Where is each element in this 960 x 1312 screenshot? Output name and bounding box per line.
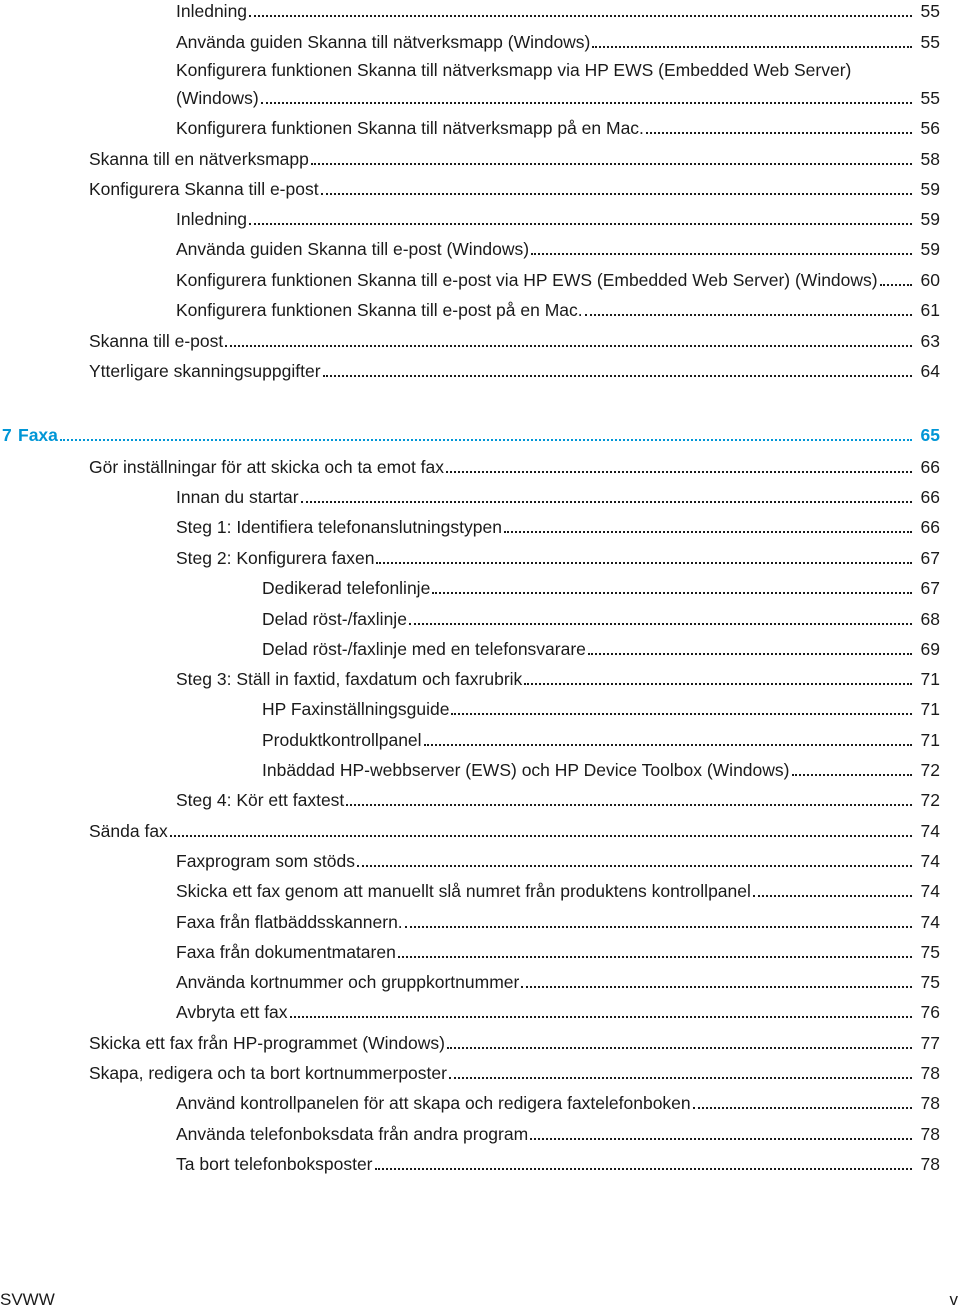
toc-entry[interactable] (176, 85, 940, 109)
toc-entry[interactable] (176, 1121, 940, 1145)
toc-entry-page: 78 (920, 1063, 940, 1083)
toc-entry[interactable] (176, 878, 940, 902)
toc-entry[interactable] (89, 176, 940, 200)
toc-leader (585, 314, 912, 316)
toc-leader (301, 501, 912, 503)
footer-doc-code: SVWW (0, 1290, 55, 1309)
toc-entry-title: Steg 3: Ställ in faxtid, faxdatum och faxrubrik (176, 669, 523, 689)
toc-entry-page: 65 (920, 425, 940, 445)
toc-entry[interactable] (89, 328, 940, 352)
toc-entry-page: 71 (920, 669, 940, 689)
toc-leader (524, 683, 912, 685)
toc-entry[interactable] (262, 757, 940, 781)
toc-entry-title: Skicka ett fax från HP-programmet (Windows) (89, 1033, 445, 1053)
toc-entry-page: 77 (920, 1033, 940, 1053)
toc-entry-page: 66 (920, 487, 940, 507)
toc-entry-title: Konfigurera funktionen Skanna till e-post på en Mac. (176, 300, 583, 320)
toc-entry-page: 55 (920, 88, 940, 108)
toc-leader (225, 345, 912, 347)
toc-entry[interactable] (89, 1030, 940, 1054)
toc-entry[interactable] (262, 575, 940, 599)
toc-leader (753, 895, 912, 897)
toc-leader (321, 193, 912, 195)
toc-entry[interactable] (176, 848, 940, 872)
toc-entry[interactable] (176, 1090, 940, 1114)
toc-entry-title: Inbäddad HP-webbserver (EWS) och HP Device Toolbox (Windows) (262, 760, 790, 780)
toc-leader (424, 744, 912, 746)
toc-entry-title: Konfigurera funktionen Skanna till e-post via HP EWS (Embedded Web Server) (Windows) (176, 270, 878, 290)
toc-entry-page: 75 (920, 942, 940, 962)
toc-chapter-number: 7 (2, 425, 12, 445)
toc-leader (357, 865, 912, 867)
toc-entry-page: 56 (920, 118, 940, 138)
toc-entry[interactable] (176, 909, 940, 933)
toc-leader (446, 471, 912, 473)
toc-entry-page: 78 (920, 1093, 940, 1113)
toc-entry[interactable] (176, 787, 940, 811)
toc-entry-page: 74 (920, 821, 940, 841)
toc-entry-page: 66 (920, 517, 940, 537)
toc-entry-page: 64 (920, 361, 940, 381)
toc-entry-page: 55 (920, 32, 940, 52)
toc-entry-page: 74 (920, 912, 940, 932)
toc-leader (531, 253, 912, 255)
toc-leader (588, 653, 912, 655)
toc-entry-page: 72 (920, 760, 940, 780)
toc-entry-page: 61 (920, 300, 940, 320)
toc-entry[interactable] (176, 545, 940, 569)
toc-leader (409, 623, 912, 625)
toc-leader (261, 102, 912, 104)
toc-entry-title: Använda kortnummer och gruppkortnummer (176, 972, 520, 992)
toc-entry[interactable] (176, 206, 940, 230)
toc-entry-title: Steg 4: Kör ett faxtest (176, 790, 345, 810)
toc-entry-title: Använda guiden Skanna till nätverksmapp (Windows) (176, 32, 591, 52)
toc-entry-page: 67 (920, 578, 940, 598)
toc-entry-title: Faxa från dokumentmataren (176, 942, 396, 962)
toc-entry-title: Delad röst-/faxlinje (262, 609, 407, 629)
toc-leader (592, 46, 912, 48)
toc-entry-page: 68 (920, 609, 940, 629)
toc-leader (249, 223, 912, 225)
toc-leader (880, 284, 912, 286)
toc-entry[interactable] (176, 236, 940, 260)
toc-entry[interactable] (176, 666, 940, 690)
toc-entry[interactable] (262, 606, 940, 630)
toc-leader (346, 804, 912, 806)
toc-entry-page: 55 (920, 1, 940, 21)
toc-entry[interactable] (89, 454, 940, 478)
toc-entry-title: Gör inställningar för att skicka och ta emot fax (89, 457, 445, 477)
toc-entry-page: 74 (920, 881, 940, 901)
toc-leader (447, 1047, 912, 1049)
toc-entry-page: 67 (920, 548, 940, 568)
toc-entry-title: Ytterligare skanningsuppgifter (89, 361, 321, 381)
toc-leader (432, 592, 912, 594)
toc-entry-title: Ta bort telefonboksposter (176, 1154, 373, 1174)
toc-entry-page: 59 (920, 179, 940, 199)
toc-leader (792, 774, 913, 776)
toc-leader (311, 163, 912, 165)
toc-entry-title: Använd kontrollpanelen för att skapa och redigera faxtelefonboken (176, 1093, 691, 1113)
toc-entry[interactable] (176, 969, 940, 993)
toc-leader (290, 1016, 912, 1018)
footer-page-number: v (949, 1290, 958, 1309)
toc-leader (60, 439, 912, 441)
toc-entry-page: 60 (920, 270, 940, 290)
toc-leader (530, 1138, 912, 1140)
toc-entry-page: 78 (920, 1124, 940, 1144)
toc-leader (398, 956, 912, 958)
toc-entry-page: 71 (920, 699, 940, 719)
toc-entry-page: 78 (920, 1154, 940, 1174)
toc-entry[interactable] (89, 1060, 940, 1084)
toc-entry-title: HP Faxinställningsguide (262, 699, 450, 719)
toc-entry[interactable] (262, 727, 940, 751)
toc-entry-page: 69 (920, 639, 940, 659)
toc-entry[interactable] (89, 818, 940, 842)
toc-entry[interactable] (176, 999, 940, 1023)
toc-entry-title: Använda telefonboksdata från andra program (176, 1124, 529, 1144)
toc-entry-title: Skapa, redigera och ta bort kortnummerposter (89, 1063, 447, 1083)
toc-entry-title: Avbryta ett fax (176, 1002, 288, 1022)
toc-entry-title: Produktkontrollpanel (262, 730, 422, 750)
toc-entry[interactable] (89, 146, 940, 170)
toc-entry-title: Skicka ett fax genom att manuellt slå numret från produktens kontrollpanel (176, 881, 751, 901)
toc-chapter-title: Faxa (18, 425, 58, 445)
toc-entry-title: Faxa från flatbäddsskannern. (176, 912, 403, 932)
toc-leader (693, 1107, 912, 1109)
toc-entry-title: Inledning (176, 209, 248, 229)
toc-leader (249, 15, 912, 17)
toc-entry-page: 72 (920, 790, 940, 810)
toc-entry[interactable] (176, 0, 940, 22)
toc-entry-page: 58 (920, 149, 940, 169)
toc-entry-title: Faxprogram som stöds (176, 851, 355, 871)
toc-entry[interactable] (176, 29, 940, 53)
toc-leader (451, 713, 912, 715)
toc-entry[interactable] (89, 358, 940, 382)
toc-entry-page: 71 (920, 730, 940, 750)
toc-leader (376, 562, 912, 564)
toc-leader (646, 132, 912, 134)
toc-entry[interactable] (176, 297, 940, 321)
toc-entry-page: 63 (920, 331, 940, 351)
toc-entry-title: Steg 2: Konfigurera faxen (176, 548, 375, 568)
toc-entry-page: 59 (920, 239, 940, 259)
toc-entry-page: 76 (920, 1002, 940, 1022)
toc-entry-title: Konfigurera funktionen Skanna till nätverksmapp på en Mac. (176, 118, 644, 138)
toc-entry-title: Skanna till en nätverksmapp (89, 149, 309, 169)
toc-leader (170, 835, 912, 837)
toc-entry[interactable] (176, 514, 940, 538)
toc-entry-title: Innan du startar (176, 487, 299, 507)
toc-entry-page: 74 (920, 851, 940, 871)
toc-entry-title: Dedikerad telefonlinje (262, 578, 431, 598)
toc-entry-title: Skanna till e-post (89, 331, 224, 351)
toc-entry[interactable] (176, 484, 940, 508)
toc-entry-title: Sända fax (89, 821, 168, 841)
toc-chapter-entry[interactable] (2, 422, 940, 446)
toc-leader (504, 531, 912, 533)
toc-entry-title: Steg 1: Identifiera telefonanslutningstypen (176, 517, 502, 537)
toc-leader (449, 1077, 912, 1079)
toc-entry-title: Inledning (176, 1, 248, 21)
toc-leader (375, 1168, 912, 1170)
toc-entry[interactable] (176, 939, 940, 963)
toc-entry-page: 59 (920, 209, 940, 229)
toc-entry[interactable] (262, 696, 940, 720)
toc-entry-title: Delad röst-/faxlinje med en telefonsvarare (262, 639, 586, 659)
toc-entry-title: Använda guiden Skanna till e-post (Windows) (176, 239, 530, 259)
toc-entry-page: 75 (920, 972, 940, 992)
toc-leader (405, 926, 912, 928)
toc-entry[interactable] (176, 1151, 940, 1175)
toc-leader (521, 986, 912, 988)
toc-entry-title: Konfigurera Skanna till e-post (89, 179, 319, 199)
toc-entry[interactable] (176, 267, 940, 291)
toc-entry-page: 66 (920, 457, 940, 477)
toc-leader (323, 375, 912, 377)
toc-entry-title-line1: Konfigurera funktionen Skanna till nätverksmapp via HP EWS (Embedded Web Server) (176, 60, 852, 80)
toc-entry[interactable] (176, 115, 940, 139)
toc-entry-title: (Windows) (176, 88, 259, 108)
toc-entry[interactable] (262, 636, 940, 660)
